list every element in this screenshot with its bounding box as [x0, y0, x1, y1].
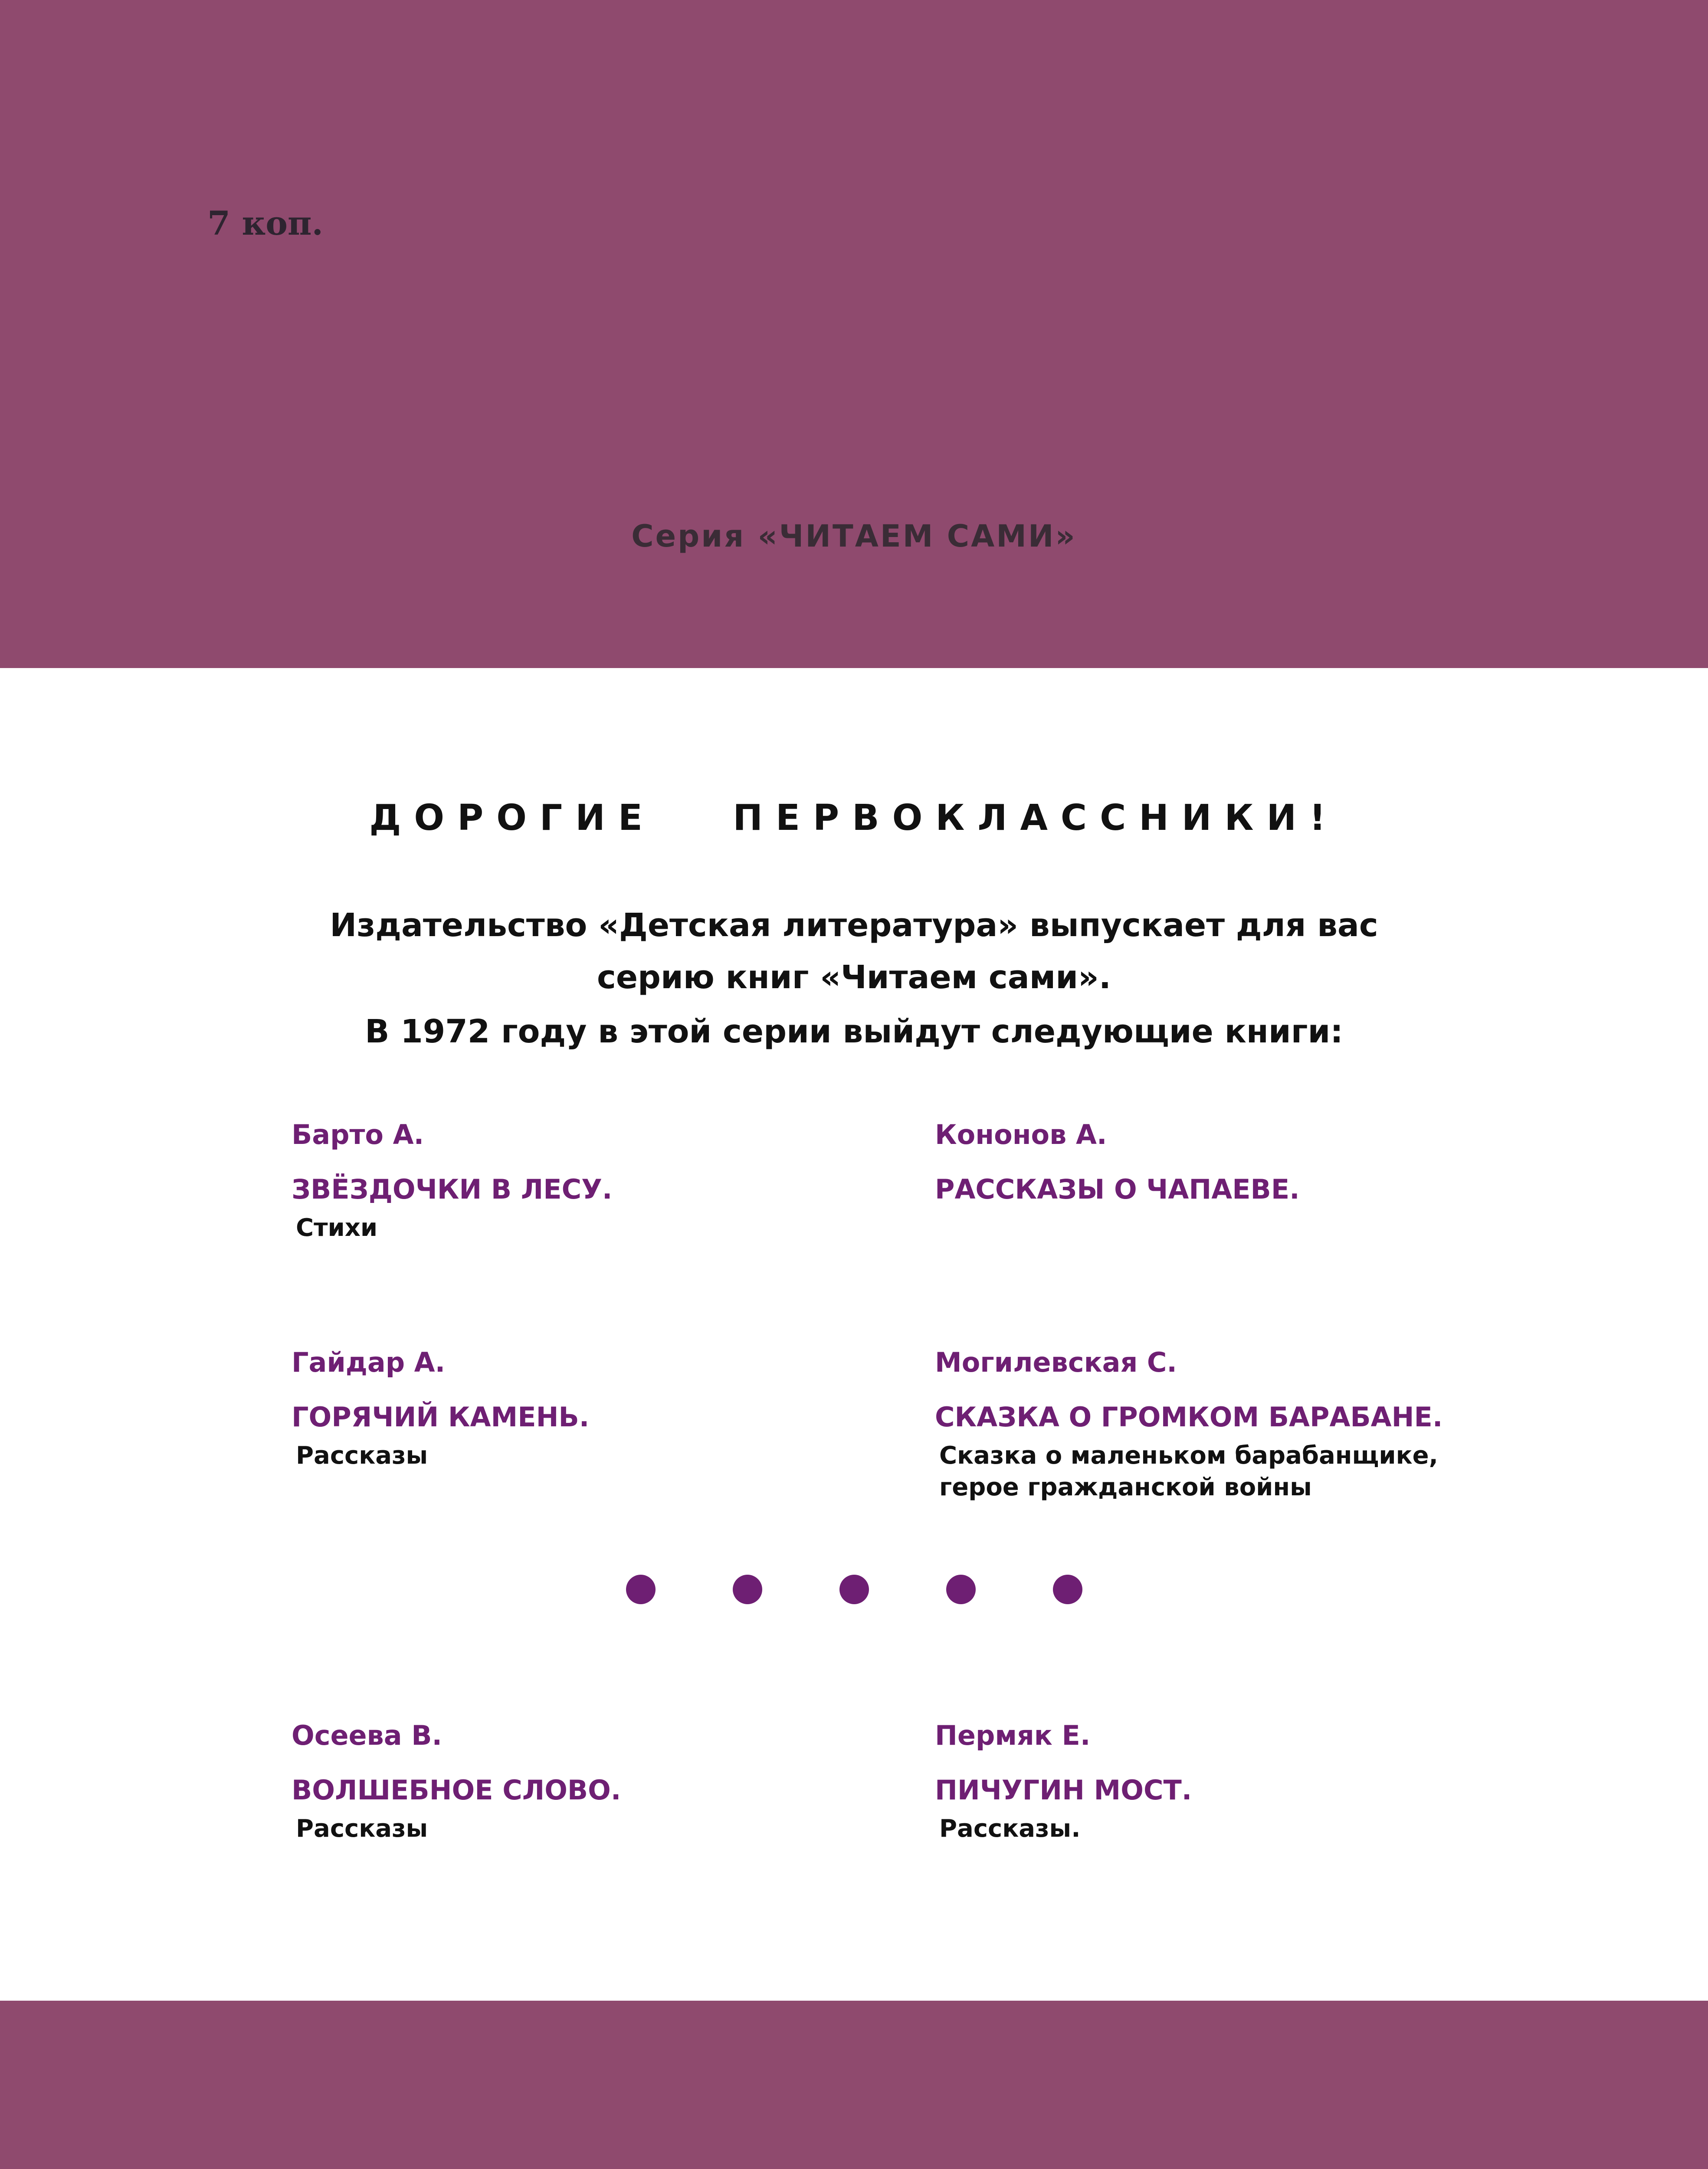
book-author: Осеева В.: [292, 1720, 443, 1751]
cover-band-top: [0, 0, 1708, 668]
page-headline: ДОРОГИЕ ПЕРВОКЛАССНИКИ!: [369, 797, 1339, 839]
book-author: Кононов А.: [935, 1119, 1107, 1150]
book-author: Гайдар А.: [292, 1347, 446, 1378]
book-title: ЗВЁЗДОЧКИ В ЛЕСУ.: [292, 1173, 613, 1205]
book-entry-kononov: [935, 1121, 1586, 1203]
book-title: ВОЛШЕБНОЕ СЛОВО.: [292, 1774, 621, 1806]
dot-divider: [0, 1575, 1708, 1605]
series-label: Серия «ЧИТАЕМ САМИ»: [631, 518, 1077, 554]
book-author: Пермяк Е.: [935, 1720, 1091, 1751]
book-author: Могилевская С.: [935, 1347, 1177, 1378]
book-title: РАССКАЗЫ О ЧАПАЕВЕ.: [935, 1173, 1300, 1205]
divider-dot: [733, 1575, 762, 1604]
book-title: СКАЗКА О ГРОМКОМ БАРАБАНЕ.: [935, 1401, 1443, 1433]
book-genre: Стихи: [296, 1214, 378, 1242]
intro-line-3: В 1972 году в этой серии выйдут следующие книги:: [365, 1013, 1343, 1050]
divider-dot: [946, 1575, 976, 1604]
book-genre: Рассказы: [296, 1442, 428, 1470]
book-title: ПИЧУГИН МОСТ.: [935, 1774, 1192, 1806]
divider-dot: [839, 1575, 869, 1604]
cover-band-bottom: [0, 2001, 1708, 2169]
book-author: Барто А.: [292, 1119, 424, 1150]
intro-line-1: Издательство «Детская литература» выпускает для вас: [330, 907, 1378, 944]
divider-dot: [626, 1575, 656, 1604]
book-genre: Сказка о маленьком барабанщике, герое гражданской войны: [939, 1442, 1438, 1501]
divider-dot: [1053, 1575, 1082, 1604]
book-entry-permyak: [935, 1722, 1586, 1845]
book-title: ГОРЯЧИЙ КАМЕНЬ.: [292, 1401, 590, 1433]
book-entry-oseeva: [292, 1722, 942, 1845]
price-label: 7 коп.: [207, 204, 324, 242]
book-genre: Рассказы: [296, 1815, 428, 1843]
book-entry-mogilevskaya: [935, 1349, 1586, 1504]
intro-line-2: серию книг «Читаем сами».: [597, 959, 1111, 996]
book-entry-barto: [292, 1121, 942, 1244]
book-genre: Рассказы.: [939, 1815, 1081, 1843]
book-entry-gaidar: [292, 1349, 942, 1472]
